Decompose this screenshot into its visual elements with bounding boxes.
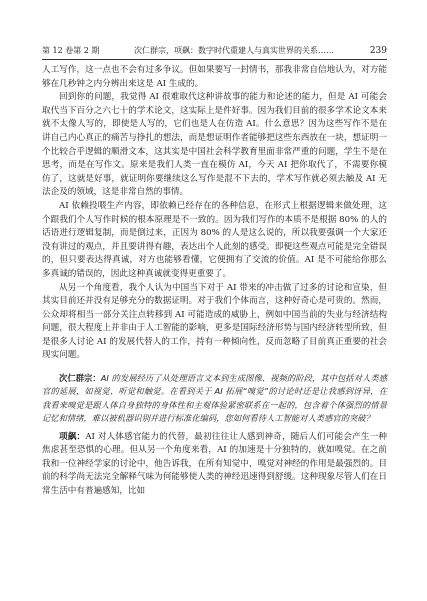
article-body: [42, 64, 387, 499]
section-gap: [42, 363, 387, 372]
page-number: 239: [369, 46, 387, 56]
paragraph: AI 依赖投喂生产内容，即依赖已经存在的各种信息，在形式上根据逻辑来做处理，这个跟我们个人写作时候的根本原理是不一致的。因为我们写作的本质不是根据 80% 的人的话语进行逻辑复制，而是倒过来，正因为 80% 的人是这么说的，所以我要强调一个大家还没有讲过的观点，并且要讲得有趣，表达出个人此刻的感受。即便这些观点可能是完全错误的，但只要表达得真诚，对方也能够看懂，它便拥有了交流的价值。AI 是不可能给你那么多真诚的错误的，因此这种真诚就变得更重要了。: [42, 200, 387, 279]
question-speaker: 次仁群宗：: [59, 373, 101, 384]
interview-answer: [42, 431, 387, 499]
paragraph: 回到你的问题，我觉得 AI 很难取代这种讲故事的能力和论述的能力，但是 AI 可能会取代当下百分之六七十的学术论文，这实际上是件好事。因为我们目前的很多学术论文本来就不太像人写的，即使是人写的，它们也是人在仿造 AI。什么意思？因为这些写作不是在讲自己内心真正的痛苦与挣扎的想法，而是想证明作者能够把这些东西放在一块，想证明一个比较合乎逻辑的顺滑文本，这其实是中国社会科学教育里面非常严重的问题，学生不是在思考，而是在写作文。原来是我们人类一直在模仿 AI，今天 AI 把你取代了，不需要你模仿了，这就是好事，就证明你要继续这么写作是混不下去的，学术写作就必须去触及 AI 无法企及的领域，这是非常自然的事情。: [42, 92, 387, 198]
running-title: 次仁群宗，项飙：数字时代重建人与真实世界的关系……: [134, 46, 334, 55]
answer-text: AI 对人体感官能力的代替，最初往往让人感到神奇，随后人们可能会产生一种焦虑甚至恐惧的心理。但从另一个角度来看，AI 的加速是十分独特的，就如嗅觉。在之前我和一位神经学家的讨论中，他告诉我，在所有知觉中，嗅觉对神经的作用是最强烈的。目前的科学尚无法完全解释气味为何能够使人类的神经迅速得到舒缓。这种现象尽管人们在日常生活中有普遍感知，比如: [42, 431, 387, 497]
paragraph: 人工写作，这一点也不会有过多争议。但如果要写一封情书，那我非常自信地认为，对方能够在几秒钟之内分辨出来这是 AI 生成的。: [42, 65, 387, 89]
answer-speaker: 项飙：: [59, 431, 86, 442]
journal-issue: 第 12 卷第 2 期: [42, 46, 100, 55]
paragraph: 从另一个角度看，我个人认为中国当下对于 AI 带来的冲击做了过多的讨论和宣染，但其实目前还并没有足够充分的数据证明。对于我们个体而言，这种好奇心是可贵的。然而，公众却将相当一部分关注点转移到 AI 可能造成的威胁上，例如中国当前的失业与经济结构问题，很大程度上并非由于人工智能的影响，更多是国际经济形势与国内经济转型所致，但是很多人讨论 AI 的发展代替人的工作，持有一种倾向性，反而忽略了目前真正重要的社会现实问题。: [42, 282, 387, 361]
interview-question: [42, 372, 387, 426]
header-rule: [42, 59, 387, 60]
running-header: [42, 44, 387, 58]
question-text: AI 的发展经历了从处理语言文本到生成图像、视频的阶段，其中包括对人类感官的延展，如视觉、听觉和触觉。在看到关于 AI 拓展“嗅觉”的讨论时还是让我感到讶异，在我看来嗅觉是跟人体自身独特的身体性和主观体验紧密联系在一起的，包含着个体强烈的情景记忆和情绪，难以被机器识别并进行标准化编码，您如何看待人工智能对人类感官的突破？: [42, 373, 387, 424]
